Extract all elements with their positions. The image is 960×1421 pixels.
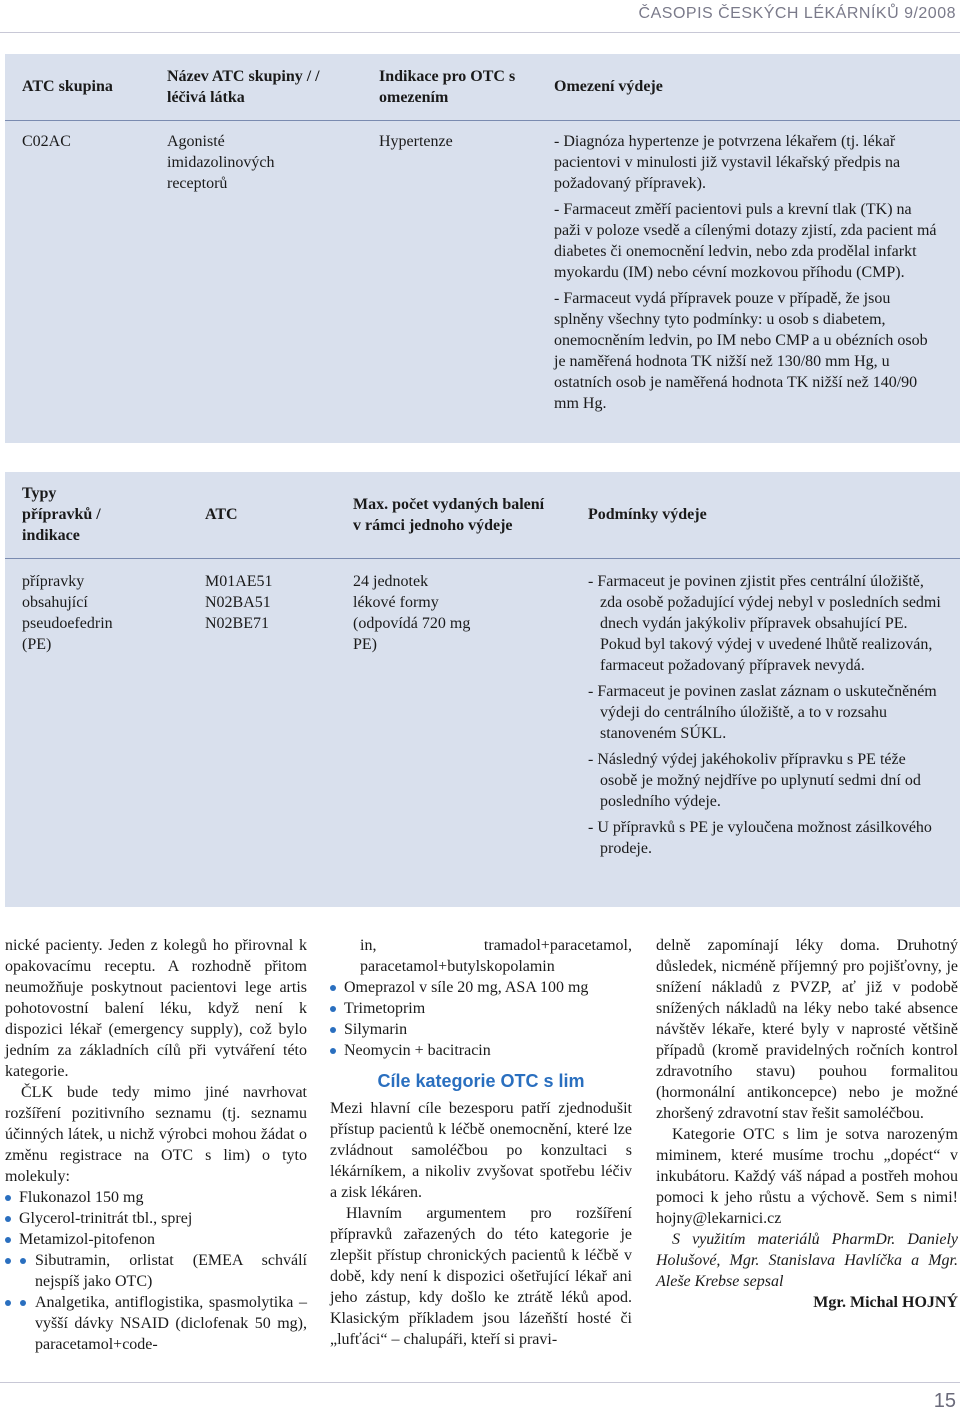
- table-row: [5, 558, 960, 907]
- list-item: [5, 1187, 307, 1208]
- bullet-icon: [20, 1300, 26, 1306]
- col-header-type-text: Typy přípravků / indikace: [22, 485, 101, 545]
- journal-title: ČASOPIS ČESKÝCH LÉKÁRNÍKŮ 9/2008: [638, 5, 956, 22]
- restriction-list: [554, 131, 942, 414]
- list-item-text: Metamizol-pitofenon: [19, 1231, 155, 1248]
- paragraph: nické pacienty. Jeden z kolegů ho přirovnal k opakovacímu receptu. A rozhodně přitom neumožňuje poskytnout pacientovi lege artis pohotovostní balení léku, když není k dispozici lékař (emergency supply), což bylo jedním za základních cílů při vytváření této kategorie.: [5, 937, 307, 1080]
- paragraph: delně zapomínají léky doma. Druhotný důsledek, nicméně příjemný pro pojišťovny, je snížení nákladů z PVZP, ať již v podobě snížených nákladů na léky nebo také absence návštěv lékaře, které byly v naprosté většině případů (kromě pravidelných ročních kontrol zdravotního stavu) pouhou formalitou (hormonální antikoncepce) nebo je možné zhoršený zdravotní stav řešit samoléčbou.: [656, 937, 958, 1122]
- bullet-icon: [5, 1216, 11, 1222]
- list-item: [330, 998, 632, 1019]
- list-item-text: Sibutramin, orlistat (EMEA schválí nejspíš jako OTC): [35, 1252, 307, 1290]
- table-row: [5, 120, 960, 443]
- list-item-text: Neomycin + bacitracin: [344, 1042, 491, 1059]
- text-column-3: [656, 935, 958, 1313]
- list-item: - Farmaceut je povinen zjistit přes centrální úložiště, zda osobě požadující výdej nebyl v posledních sedmi dnech vydán jakýkoliv přípravek obsahující PE. Pokud byl takový výdej v uvedené lhůtě realizován, farmaceut požadovaný přípravek nevydá.: [588, 572, 941, 674]
- list-item-text: Silymarin: [344, 1021, 408, 1038]
- list-item-text: Trimetoprim: [344, 1000, 426, 1017]
- cell-name: [167, 120, 379, 443]
- list-item-text: Analgetika, antiflogistika, spasmolytika – vyšší dávky NSAID (diclofenak 50 mg), paracetamol+code-: [35, 1294, 307, 1353]
- cell-type: [5, 558, 205, 907]
- conditions-list: [588, 571, 946, 859]
- cell-atc: C02AC: [22, 132, 71, 150]
- atc-code: M01AE51: [205, 572, 273, 590]
- col-header-conditions: Podmínky výdeje: [588, 506, 707, 524]
- bullet-icon: [20, 1258, 26, 1264]
- col-header-indication: [379, 54, 554, 120]
- paragraph: Kategorie OTC s lim je sotva narozeným miminem, které musíme trochu „dopéct“ v inkubátoru. Každý váš nápad a postřeh mohou pomoci k jeho růstu a výchově. Sem s nimi! hojny@lekarnici.cz: [656, 1126, 958, 1227]
- cell-conditions: [588, 558, 960, 907]
- bullet-icon: [330, 985, 336, 991]
- list-item: - U přípravků s PE je vyloučena možnost zásilkového prodeje.: [588, 818, 932, 857]
- bullet-icon: [5, 1300, 11, 1306]
- col-header-name: [167, 54, 379, 120]
- bullet-icon: [5, 1237, 11, 1243]
- list-item: - Následný výdej jakéhokoliv přípravku s PE téže osobě je možný nejdříve po uplynutí sedmi dní od posledního výdeje.: [588, 750, 921, 810]
- col-header-name-text: Název ATC skupiny / / léčivá látka: [167, 67, 320, 106]
- list-item: [330, 977, 632, 998]
- bullet-icon: [330, 1027, 336, 1033]
- cell-max: [353, 558, 588, 907]
- molecule-list: [330, 977, 632, 1061]
- paragraph: Mezi hlavní cíle bezesporu patří zjednodušit přístup pacientů k léčbě onemocnění, které lze zvládnout samoléčbou po konzultaci s lékárníkem, a nikoliv zvyšovat spotřebu léčiv a zisk lékáren.: [330, 1100, 632, 1201]
- cell-name-text: Agonisté imidazolinových receptorů: [167, 132, 275, 192]
- footer-divider: [0, 1382, 960, 1383]
- molecule-list: [5, 1187, 307, 1355]
- col-header-max-text: Max. počet vydaných balení v rámci jednoho výdeje: [353, 495, 545, 534]
- paragraph: ČLK bude tedy mimo jiné navrhovat rozšíření pozitivního seznamu (tj. seznamu účinných látek, u nichž výrobci mohou žádat o změnu registrace na OTC s lim) o tyto molekuly:: [5, 1084, 307, 1185]
- bullet-icon: [5, 1195, 11, 1201]
- list-item: - Farmaceut je povinen zaslat záznam o uskutečněném výdeji do centrálního úložiště, a to v rozsahu stanoveném SÚKL.: [588, 682, 937, 742]
- list-item: - Farmaceut změří pacientovi puls a krevní tlak (TK) na paži v poloze vsedě a cílenými dotazy zjistí, zda pacient má diabetes či onemocnění ledvin, nebo zda prodělal infarkt myokardu (IM) nebo cévní mozkovou příhodu (CMP).: [554, 200, 937, 281]
- list-item: [5, 1229, 307, 1250]
- list-item: [5, 1208, 307, 1229]
- col-header-type: [5, 472, 205, 558]
- atc-code: N02BA51: [205, 593, 271, 611]
- list-item-text: Glycerol-trinitrát tbl., sprej: [19, 1210, 193, 1227]
- cell-type-text: přípravky obsahující pseudoefedrin (PE): [22, 572, 113, 653]
- author-name: Mgr. Michal HOJNÝ: [813, 1294, 958, 1311]
- col-header-atc: ATC skupina: [22, 78, 113, 96]
- cell-max-text: 24 jednotek lékové formy (odpovídá 720 mg PE): [353, 572, 471, 653]
- credit-line: S využitím materiálů PharmDr. Daniely Holušové, Mgr. Stanislava Havlíčka a Mgr. Aleše Krebse sepsal: [656, 1231, 958, 1290]
- pseudoephedrine-table: [5, 472, 960, 907]
- list-item: [330, 1019, 632, 1040]
- list-item: [330, 1040, 632, 1061]
- col-header-restriction: Omezení výdeje: [554, 78, 663, 96]
- bullet-icon: [5, 1258, 11, 1264]
- otc-restrictions-table: [5, 54, 960, 443]
- page-header: [0, 0, 960, 33]
- table-header-row: [5, 472, 960, 558]
- cell-indication: Hypertenze: [379, 132, 453, 150]
- bullet-icon: [330, 1048, 336, 1054]
- cell-atc: [205, 558, 353, 907]
- page-number: 15: [933, 1390, 956, 1412]
- atc-code: N02BE71: [205, 614, 269, 632]
- list-item: [5, 1292, 307, 1355]
- col-header-atc: ATC: [205, 506, 238, 524]
- list-item: [5, 1250, 307, 1292]
- list-item-text: Omeprazol v síle 20 mg, ASA 100 mg: [344, 979, 589, 996]
- text-column-1: [5, 935, 307, 1355]
- col-header-max: [353, 472, 588, 558]
- list-item-text: Flukonazol 150 mg: [19, 1189, 144, 1206]
- text-column-2: [330, 935, 632, 1350]
- list-item: - Farmaceut vydá přípravek pouze v případě, že jsou splněny všechny tyto podmínky: u osob s diabetem, onemocněním ledvin, po IM nebo CMP a u obézních osob je naměřená hodnota TK nižší než 130/80 mm Hg, u ostatních osob je naměřená hodnota TK nižší než 140/90 mm Hg.: [554, 289, 928, 412]
- list-item: - Diagnóza hypertenze je potvrzena lékařem (tj. lékař pacientovi v minulosti již vystavil lékařský předpis na požadovaný přípravek).: [554, 132, 901, 192]
- table-header-row: [5, 54, 960, 120]
- col-header-indication-text: Indikace pro OTC s omezením: [379, 67, 516, 106]
- paragraph: Hlavním argumentem pro rozšíření přípravků zařazených do této kategorie je zlepšit přístup chronických pacientů k léčbě v době, kdy není k dispozici ošetřující lékař ani jeho zástup, kdy došlo ke ztrátě léků apod. Klasickým příkladem jsou lázeňští hosté či „lufťáci“ – chalupáři, kteří si pravi-: [330, 1205, 632, 1348]
- section-heading: Cíle kategorie OTC s lim: [377, 1071, 585, 1091]
- list-continuation: in, tramadol+paracetamol, paracetamol+butylskopolamin: [360, 937, 632, 975]
- bullet-icon: [330, 1006, 336, 1012]
- cell-restrictions: [554, 120, 960, 443]
